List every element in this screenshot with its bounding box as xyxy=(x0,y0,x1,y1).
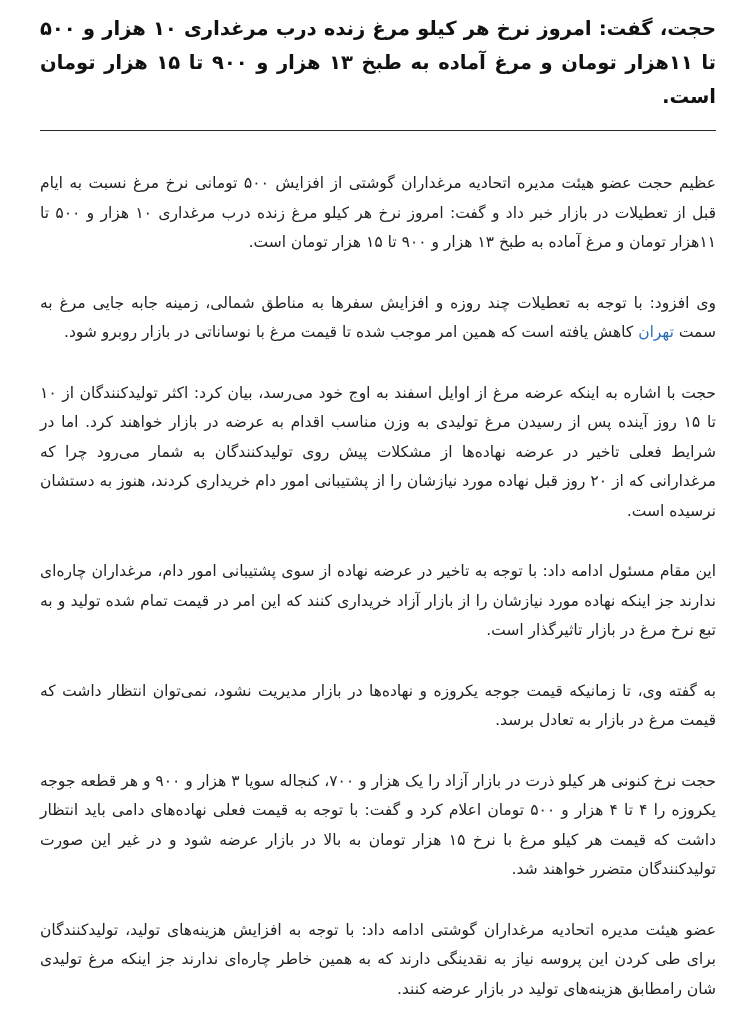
paragraph-4: این مقام مسئول ادامه داد: با توجه به تاخیر در عرضه نهاده از سوی پشتیبانی امور دام، مرغداران چاره‌ای ندارند جز اینکه نهاده مورد نیازشان را از بازار آزاد خریداری کنند که این امر در قیمت تمام شده تولید و به تبع نرخ مرغ در بازار تاثیرگذار است. xyxy=(40,562,716,639)
paragraph-2 xyxy=(40,289,716,348)
paragraph-5: به گفته وی، تا زمانیکه قیمت جوجه یکروزه و نهاده‌ها در بازار مدیریت نشود، نمی‌توان انتظار داشت که قیمت مرغ در بازار به تعادل برسد. xyxy=(40,681,716,729)
paragraph-7: عضو هیئت مدیره اتحادیه مرغداران گوشتی ادامه داد: با توجه به افزایش هزینه‌های تولید، تولیدکنندگان برای طی کردن این پروسه نیاز به نقدینگی دارند که به همین خاطر چاره‌ای ندارند جز اینکه مرغ تولیدی شان رامطابق هزینه‌های تولید در بازار عرضه کنند. xyxy=(40,920,716,998)
paragraph-2-after: کاهش یافته است که همین امر موجب شده تا قیمت مرغ با نوساناتی در بازار روبرو شود. xyxy=(64,323,639,341)
news-article xyxy=(40,0,716,1035)
tehran-link[interactable]: تهران xyxy=(638,323,674,341)
paragraph-3: حجت با اشاره به اینکه عرضه مرغ از اوایل اسفند به اوج خود می‌رسد، بیان کرد: اکثر تولیدکنندگان از ۱۰ تا ۱۵ روز آینده پس از رسیدن مرغ تولیدی به وزن مناسب اقدام به عرضه در بازار خواهند کرد. اما در شرایط فعلی تاخیر در عرضه نهاده‌ها از مشکلات پیش روی تولیدکنندگان به شمار می‌رود چرا که مرغدارانی که از ۲۰ روز قبل نهاده مورد نیازشان را از پشتیبانی امور دام خریداری کردند، هنوز به دستشان نرسیده است. xyxy=(40,383,716,520)
paragraph-2-before: وی افزود: با توجه به تعطیلات چند روزه و افزایش سفرها به مناطق شمالی، زمینه جابه جایی مرغ به سمت xyxy=(40,293,716,341)
paragraph-6: حجت نرخ کنونی هر کیلو ذرت در بازار آزاد را یک هزار و ۷۰۰، کنجاله سویا ۳ هزار و ۹۰۰ و هر قطعه جوجه یکروزه را ۴ تا ۴ هزار و ۵۰۰ تومان اعلام کرد و گفت: با توجه به قیمت فعلی نهاده‌های دامی باید انتظار داشت که قیمت هر کیلو مرغ با نرخ ۱۵ هزار تومان به بالا در بازار عرضه شود و در غیر این صورت تولیدکنندگان متضرر خواهند شد. xyxy=(40,771,717,878)
article-lead: حجت، گفت: امروز نرخ هر کیلو مرغ زنده درب مرغداری ۱۰ هزار و ۵۰۰ تا ۱۱هزار تومان و مرغ آماده به طبخ ۱۳ هزار و ۹۰۰ تا ۱۵ هزار تومان است. xyxy=(40,17,716,108)
paragraph-1: عظیم حجت عضو هیئت مدیره اتحادیه مرغداران گوشتی از افزایش ۵۰۰ تومانی نرخ مرغ نسبت به ایام قبل از تعطیلات در بازار خبر داد و گفت: امروز نرخ هر کیلو مرغ زنده درب مرغداری ۱۰ هزار و ۵۰۰ تا ۱۱هزار تومان و مرغ آماده به طبخ ۱۳ هزار و ۹۰۰ تا ۱۵ هزار تومان است. xyxy=(40,174,716,251)
article-body xyxy=(40,131,716,1004)
